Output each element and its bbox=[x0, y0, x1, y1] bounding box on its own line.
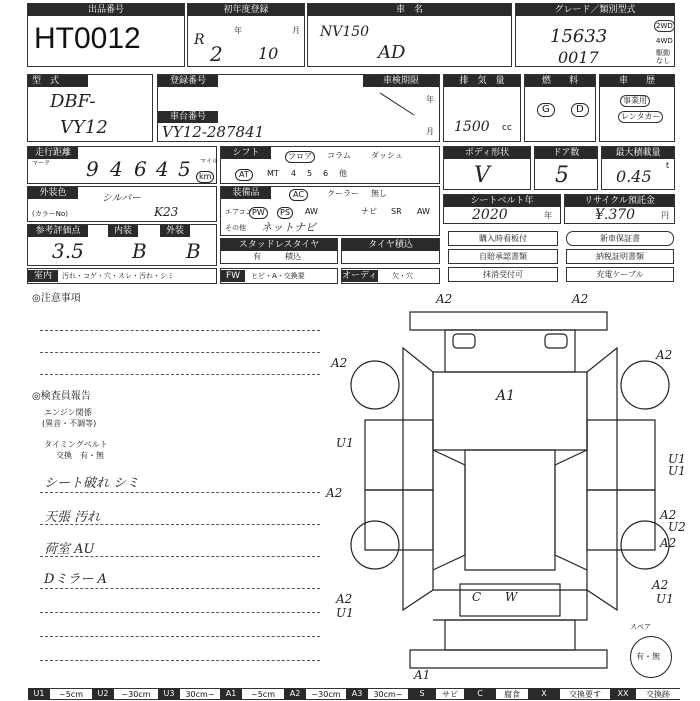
inspection-year: 年 bbox=[426, 95, 434, 104]
equipment-navi: ナビ bbox=[361, 207, 377, 216]
mileage-mark: マーク bbox=[32, 160, 51, 167]
doc-new-warranty: 新車保証書 bbox=[566, 231, 674, 246]
body-shape-label: ボディ形状 bbox=[444, 147, 530, 159]
equipment-none: 無し bbox=[371, 189, 387, 198]
body-shape-box bbox=[443, 146, 531, 190]
chassis-label: 車台番号 bbox=[158, 111, 218, 123]
fw-row-label: FW bbox=[221, 270, 245, 282]
exterior-score: B bbox=[186, 239, 201, 263]
fw-row-value: ヒビ・A・交換要 bbox=[251, 272, 305, 280]
registration-label: 登録番号 bbox=[158, 75, 218, 87]
insp-line-2 bbox=[40, 524, 320, 525]
mark-right-u2: U2 bbox=[668, 520, 686, 534]
doors-label: ドア数 bbox=[535, 147, 597, 159]
doc-purchase-sign: 購入時看板付 bbox=[448, 231, 558, 246]
doors-box bbox=[534, 146, 598, 190]
insp-line-1 bbox=[40, 492, 320, 493]
inspector-item-3: 荷室 AU bbox=[44, 542, 95, 557]
fuel-label: 燃 料 bbox=[525, 75, 595, 87]
legend-desc-a2: ~30cm bbox=[306, 688, 346, 700]
mark-left-a2-front: A2 bbox=[331, 356, 348, 370]
seatbelt-label: シートベルト年 bbox=[444, 195, 560, 207]
grade-label: グレード／類別型式 bbox=[516, 4, 674, 16]
equipment-ac: AC bbox=[289, 189, 308, 201]
history-business: 事業用 bbox=[620, 95, 650, 107]
seatbelt-box bbox=[443, 194, 561, 224]
lot-number-label: 出品番号 bbox=[28, 4, 184, 16]
insp-line-4 bbox=[40, 588, 320, 589]
legend-code-c: C bbox=[464, 688, 496, 700]
model-value-2: VY12 bbox=[60, 117, 108, 138]
tire-load-label: タイヤ積込 bbox=[342, 239, 439, 251]
max-load-box bbox=[601, 146, 675, 190]
insp-line-3 bbox=[40, 556, 320, 557]
reg-month: 10 bbox=[258, 44, 279, 63]
legend-code-u1: U1 bbox=[28, 688, 50, 700]
doc-insurance: 自賠承認書類 bbox=[448, 249, 558, 264]
displacement-box bbox=[443, 74, 521, 142]
interior-score-label: 内装 bbox=[108, 225, 138, 237]
fw-row bbox=[220, 268, 338, 284]
timing-label: タイミングベルト bbox=[44, 440, 108, 449]
legend-desc-xx: 交換跡 bbox=[636, 688, 680, 700]
inspector-item-2: 天張 汚れ bbox=[44, 510, 101, 525]
mark-right-u1-a: U1 bbox=[668, 452, 686, 466]
interior-score: B bbox=[132, 239, 147, 263]
inspection-label: 車検期限 bbox=[363, 75, 439, 87]
inspection-slash bbox=[378, 89, 418, 119]
exterior-color-value: シルバー bbox=[102, 193, 142, 204]
mark-rear-c: C bbox=[472, 590, 482, 604]
exterior-score-label: 外装 bbox=[160, 225, 190, 237]
recycle-label: リサイクル預託金 bbox=[565, 195, 674, 207]
legend-desc-a1: ~5cm bbox=[242, 688, 284, 700]
note-line-1 bbox=[40, 330, 320, 331]
legend-desc-s: サビ bbox=[436, 688, 464, 700]
legend-desc-u2: ~30cm bbox=[114, 688, 158, 700]
doc-charge-cable: 充電ケーブル bbox=[566, 267, 674, 282]
legend-code-a3: A3 bbox=[346, 688, 368, 700]
note-line-3 bbox=[40, 374, 320, 375]
studless-label: スタッドレスタイヤ bbox=[221, 239, 337, 251]
drive-none: なし bbox=[656, 57, 670, 65]
chassis-value: VY12-287841 bbox=[162, 123, 265, 141]
grade-value-2: 0017 bbox=[558, 48, 599, 67]
mileage-unit-km: km bbox=[196, 171, 214, 183]
audio-row bbox=[341, 268, 440, 284]
year-unit: 年 bbox=[234, 26, 242, 35]
equipment-pw: PW bbox=[249, 207, 268, 219]
legend-code-a1: A1 bbox=[220, 688, 242, 700]
month-unit: 月 bbox=[292, 26, 300, 35]
displacement-value: 1500 bbox=[454, 119, 490, 135]
era: R bbox=[194, 32, 205, 48]
body-shape-value: V bbox=[474, 163, 490, 188]
car-name-box bbox=[307, 3, 512, 67]
spare-circle bbox=[630, 636, 672, 678]
shift-label: シフト bbox=[221, 147, 271, 159]
total-score: 3.5 bbox=[52, 239, 84, 263]
other-value: ネットナビ bbox=[261, 221, 316, 234]
mark-left-a2-rear: A2 bbox=[336, 592, 353, 606]
legend-desc-x: 交換要す bbox=[560, 688, 610, 700]
mark-roof-a1: A1 bbox=[496, 388, 516, 404]
color-code-value: K23 bbox=[154, 205, 179, 219]
model-value-1: DBF- bbox=[50, 91, 96, 112]
mileage-digit-2: 4 bbox=[110, 157, 123, 181]
note-line-2 bbox=[40, 352, 320, 353]
shift-column: コラム bbox=[327, 151, 351, 160]
mileage-box bbox=[27, 146, 217, 184]
shift-mt: MT bbox=[267, 169, 279, 178]
interior-row-label: 室内 bbox=[28, 270, 58, 282]
history-box bbox=[599, 74, 675, 142]
total-score-label: 参考評価点 bbox=[28, 225, 88, 237]
audio-row-label: オーディオ bbox=[342, 271, 387, 281]
mark-left-u1-rear: U1 bbox=[336, 606, 354, 620]
shift-at: AT bbox=[235, 169, 253, 181]
mark-front-a2-left: A2 bbox=[436, 292, 453, 306]
studless-box bbox=[220, 238, 338, 264]
equipment-label: 装備品 bbox=[221, 187, 271, 199]
mark-right-a2-rear: A2 bbox=[652, 578, 669, 592]
mark-rear-w: W bbox=[505, 590, 518, 604]
legend-desc-u3: 30cm~ bbox=[180, 688, 220, 700]
recycle-unit: 円 bbox=[661, 211, 669, 220]
equipment-aw: AW bbox=[305, 207, 318, 216]
legend-code-u3: U3 bbox=[158, 688, 180, 700]
insp-line-7 bbox=[40, 660, 320, 661]
mark-front-a2-right: A2 bbox=[572, 292, 589, 306]
history-rental: レンタカー bbox=[618, 111, 663, 123]
doors-value: 5 bbox=[555, 163, 569, 188]
shift-box bbox=[220, 146, 440, 184]
engine-sub: (異音・不調等) bbox=[42, 419, 97, 428]
timing-sub: 交換 有・無 bbox=[56, 451, 104, 460]
inspector-item-1: シート破れ シミ bbox=[44, 476, 140, 491]
audio-row-value: 欠・穴 bbox=[392, 272, 413, 280]
color-code-label: (カラーNo) bbox=[32, 210, 68, 218]
mark-left-u1: U1 bbox=[336, 436, 354, 450]
fuel-box bbox=[524, 74, 596, 142]
mark-right-a2-front: A2 bbox=[656, 348, 673, 362]
legend-desc-a3: 30cm~ bbox=[368, 688, 408, 700]
inspection-month: 月 bbox=[426, 127, 434, 136]
registration-box bbox=[157, 74, 440, 142]
interior-row bbox=[27, 268, 217, 284]
equipment-ps: PS bbox=[277, 207, 293, 219]
mark-right-u1-rear: U1 bbox=[656, 592, 674, 606]
shift-6: 6 bbox=[323, 169, 329, 178]
mileage-digit-4: 4 bbox=[156, 157, 169, 181]
spare-value: 有・無 bbox=[636, 652, 660, 661]
mileage-digit-1: 9 bbox=[86, 157, 99, 181]
equipment-aw2: AW bbox=[417, 207, 430, 216]
drive-2wd: 2WD bbox=[656, 22, 673, 30]
mark-right-a2-b: A2 bbox=[660, 536, 677, 550]
legend-code-x: X bbox=[528, 688, 560, 700]
first-registration-label: 初年度登録 bbox=[188, 4, 304, 16]
other-label: その他 bbox=[225, 224, 246, 232]
car-name-sub: AD bbox=[378, 42, 406, 63]
model-label: 型 式 bbox=[28, 75, 88, 87]
engine-label: エンジン関係 bbox=[44, 408, 92, 417]
seatbelt-unit: 年 bbox=[544, 211, 552, 220]
interior-row-value: 汚れ・コゲ・穴・スレ・汚れ・シミ bbox=[62, 272, 174, 280]
lot-number-value: HT0012 bbox=[34, 22, 141, 55]
legend-code-u2: U2 bbox=[92, 688, 114, 700]
equipment-cooler: クーラー bbox=[327, 189, 359, 198]
lot-number-box bbox=[27, 3, 185, 67]
doc-tax: 納税証明書類 bbox=[566, 249, 674, 264]
shift-dash: ダッシュ bbox=[371, 151, 403, 160]
legend-code-a2: A2 bbox=[284, 688, 306, 700]
max-load-label: 最大積載量 bbox=[602, 147, 674, 159]
mileage-unit-mile: マイル bbox=[200, 158, 218, 165]
mark-right-u1-b: U1 bbox=[668, 464, 686, 478]
model-box bbox=[27, 74, 153, 142]
recycle-box bbox=[564, 194, 675, 224]
shift-other: 他 bbox=[339, 169, 347, 178]
shift-5: 5 bbox=[307, 169, 313, 178]
tire-load-box bbox=[341, 238, 440, 264]
inspector-title: ◎検査員報告 bbox=[32, 391, 91, 402]
shift-4: 4 bbox=[291, 169, 297, 178]
max-load-value: 0.45 bbox=[616, 167, 652, 186]
exterior-color-label: 外装色 bbox=[28, 187, 78, 199]
inspector-item-4: Dミラー A bbox=[44, 572, 107, 587]
drive-4wd: 4WD bbox=[656, 37, 673, 45]
shift-floor: フロア bbox=[285, 151, 315, 163]
history-label: 車 歴 bbox=[600, 75, 674, 87]
grade-value-1: 15633 bbox=[550, 26, 608, 47]
car-name-value: NV150 bbox=[320, 24, 370, 40]
mark-left-a2-mid: A2 bbox=[326, 486, 343, 500]
fuel-d: D bbox=[571, 103, 589, 117]
legend-desc-c: 腐食 bbox=[496, 688, 528, 700]
recycle-value: ¥.370 bbox=[595, 207, 636, 223]
max-load-unit: t bbox=[666, 161, 670, 170]
displacement-label: 排 気 量 bbox=[444, 75, 520, 87]
first-registration-box bbox=[187, 3, 305, 67]
studless-loaded: 積込 bbox=[285, 252, 301, 261]
legend-desc-u1: ~5cm bbox=[50, 688, 92, 700]
mark-right-a2-mid: A2 bbox=[660, 508, 677, 522]
mileage-digit-5: 5 bbox=[178, 157, 191, 181]
grade-box bbox=[515, 3, 675, 67]
drive-type: 駆動 bbox=[656, 49, 670, 57]
mark-rear-a1: A1 bbox=[414, 668, 431, 682]
doc-cancel: 抹消受付可 bbox=[448, 267, 558, 282]
displacement-unit: cc bbox=[502, 123, 512, 133]
notes-title: ◎注意事項 bbox=[32, 293, 81, 304]
exterior-color-box bbox=[27, 186, 217, 222]
aircon-label: エアコン bbox=[225, 208, 253, 216]
seatbelt-value: 2020 bbox=[472, 207, 508, 223]
studless-yes: 有 bbox=[253, 252, 261, 261]
reg-year: 2 bbox=[210, 42, 223, 66]
car-name-label: 車 名 bbox=[308, 4, 511, 16]
mileage-label: 走行距離 bbox=[28, 147, 78, 159]
spare-label: スペア bbox=[630, 623, 651, 631]
equipment-box bbox=[220, 186, 440, 236]
insp-line-5 bbox=[40, 612, 320, 613]
legend-code-s: S bbox=[408, 688, 436, 700]
scores-box bbox=[27, 224, 217, 266]
fuel-g: G bbox=[537, 103, 555, 117]
legend-code-xx: XX bbox=[610, 688, 636, 700]
mileage-digit-3: 6 bbox=[134, 157, 147, 181]
equipment-sr: SR bbox=[391, 207, 402, 216]
insp-line-6 bbox=[40, 636, 320, 637]
